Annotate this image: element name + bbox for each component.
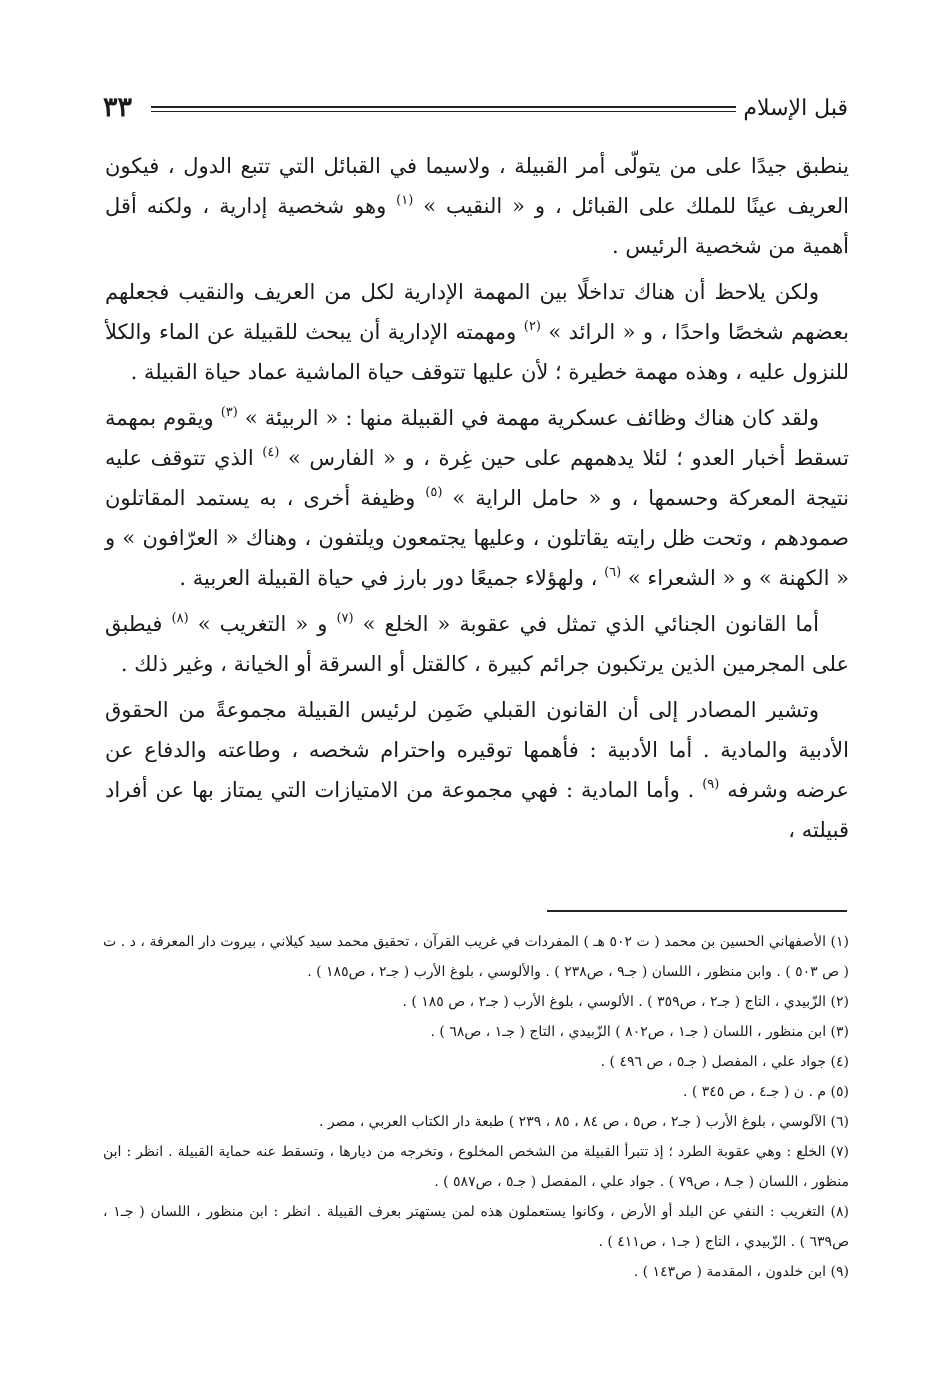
footnote-7: (٧) الخلع : وهي عقوبة الطرد ؛ إذ تتبرأ القبيلة من الشخص المخلوع ، وتخرجه من ديارها ، وتسقط عنه حماية القبيلة . انظر : ابن منظور ، اللسان ( جـ٨ ، ص٧٩ ) . جواد علي ، المفصل ( جـ٥ ، ص٥٨٧ ) . (103, 1144, 849, 1190)
header-rule (151, 106, 736, 112)
text-run: ومهمته الإدارية أن يبحث للقبيلة عن الماء والكلأ للنزول عليه ، وهذه مهمة خطيرة ؛ لأن عليها تتوقف حياة الماشية عماد حياة القبيلة . (105, 320, 849, 384)
paragraph-2 (105, 272, 849, 392)
paragraph-3 (105, 398, 849, 598)
text-run: وهو شخصية إدارية ، ولكنه أقل أهمية من شخصية الرئيس . (105, 194, 849, 258)
footnote-ref-8: (٨) (171, 611, 189, 626)
footnote-separator (547, 910, 847, 912)
footnote-1: (١) الأصفهاني الحسين بن محمد ( ت ٥٠٢ هـ ) المفردات في غريب القرآن ، تحقيق محمد سيد كيلاني ، بيروت دار المعرفة ، د . ت ( ص ٥٠٣ ) . وابن منظور ، اللسان ( جـ٩ ، ص٢٣٨ ) . والألوسي ، بلوغ الأرب ( جـ٢ ، ص١٨٥ ) . (103, 934, 849, 980)
text-run: وتشير المصادر إلى أن القانون القبلي ضَمِن لرئيس القبيلة مجموعةً من الحقوق الأدبية والمادية . أما الأدبية : فأهمها توقيره واحترام شخصه ، وطاعته والدفاع عن عرضه وشرفه (105, 698, 849, 802)
footnote-8: (٨) التغريب : النفي عن البلد أو الأرض ، وكانوا يستعملون هذه لمن يستهتر بعرف القبيلة . انظر : ابن منظور ، اللسان ( جـ١ ، ص٦٣٩ ) . الزّبيدي ، التاج ( جـ١ ، ص٤١١ ) . (103, 1204, 850, 1250)
paragraph-1 (105, 146, 849, 266)
footnotes (103, 927, 849, 1287)
text-run: . وأما المادية : فهي مجموعة من الامتيازات التي يمتاز بها عن أفراد قبيلته ، (105, 778, 849, 842)
text-run: الذي تتوقف عليه نتيجة المعركة وحسمها ، و « حامل الراية » (105, 446, 849, 510)
text-run: ولكن يلاحظ أن هناك تداخلًا بين المهمة الإدارية لكل من العريف والنقيب فجعلهم بعضهم شخصًا واحدًا ، و « الرائد » (105, 280, 849, 344)
text-run: ويقوم بمهمة تسقط أخبار العدو ؛ لئلا يدهمهم على حين غِرة ، و « الفارس » (105, 406, 849, 470)
page-number: ٣٣ (103, 92, 133, 123)
footnote-6: (٦) الآلوسي ، بلوغ الأرب ( جـ٢ ، ص٥ ، ص ٨٤ ، ٨٥ ، ٢٣٩ ) طبعة دار الكتاب العربي ، مصر . (319, 1114, 849, 1130)
text-run: وظيفة أخرى ، به يستمد المقاتلون صمودهم ، وتحت ظل رايته يقاتلون ، وعليها يجتمعون ويلتفون ، وهناك « العرّافون » و « الكهنة » و « الشعراء » (105, 486, 849, 590)
footnote-ref-9: (٩) (702, 777, 720, 792)
text-run: ينطبق جيدًا على من يتولّى أمر القبيلة ، ولاسيما في القبائل التي تتبع الدول ، فيكون العريف عينًا للملك على القبائل ، و « النقيب » (105, 154, 849, 218)
main-text (105, 146, 849, 856)
text-run: ولقد كان هناك وظائف عسكرية مهمة في القبيلة منها : « الربيئة » (237, 406, 819, 430)
footnote-ref-2: (٢) (523, 319, 541, 334)
footnote-2: (٢) الزّبيدي ، التاج ( جـ٢ ، ص٣٥٩ ) . الألوسي ، بلوغ الأرب ( جـ٢ ، ص ١٨٥ ) . (402, 994, 849, 1010)
paragraph-4 (105, 604, 849, 684)
footnote-ref-4: (٤) (262, 445, 280, 460)
footnote-ref-3: (٣) (220, 405, 238, 420)
footnote-4: (٤) جواد علي ، المفصل ( جـ٥ ، ص ٤٩٦ ) . (600, 1054, 849, 1070)
text-run: فيطبق على المجرمين الذين يرتكبون جرائم كبيرة ، كالقتل أو السرقة أو الخيانة ، وغير ذلك . (105, 612, 849, 676)
running-title: قبل الإسلام (743, 96, 848, 121)
page-header (103, 92, 848, 130)
footnote-ref-6: (٦) (604, 565, 622, 580)
paragraph-5 (105, 690, 849, 850)
footnote-ref-5: (٥) (425, 485, 443, 500)
text-run: ، ولهؤلاء جميعًا دور بارز في حياة القبيلة العربية . (179, 566, 605, 590)
footnote-3: (٣) ابن منظور ، اللسان ( جـ١ ، ص٨٠٢ ) الزّبيدي ، التاج ( جـ١ ، ص٦٨ ) . (430, 1024, 849, 1040)
footnote-ref-7: (٧) (336, 611, 354, 626)
footnote-9: (٩) ابن خلدون ، المقدمة ( ص١٤٣ ) . (633, 1264, 849, 1280)
footnote-ref-1: (١) (396, 193, 414, 208)
text-run: و « التغريب » (188, 612, 337, 636)
footnote-5: (٥) م . ن ( جـ٤ ، ص ٣٤٥ ) . (682, 1084, 849, 1100)
text-run: أما القانون الجنائي الذي تمثل في عقوبة « الخلع » (353, 612, 819, 636)
